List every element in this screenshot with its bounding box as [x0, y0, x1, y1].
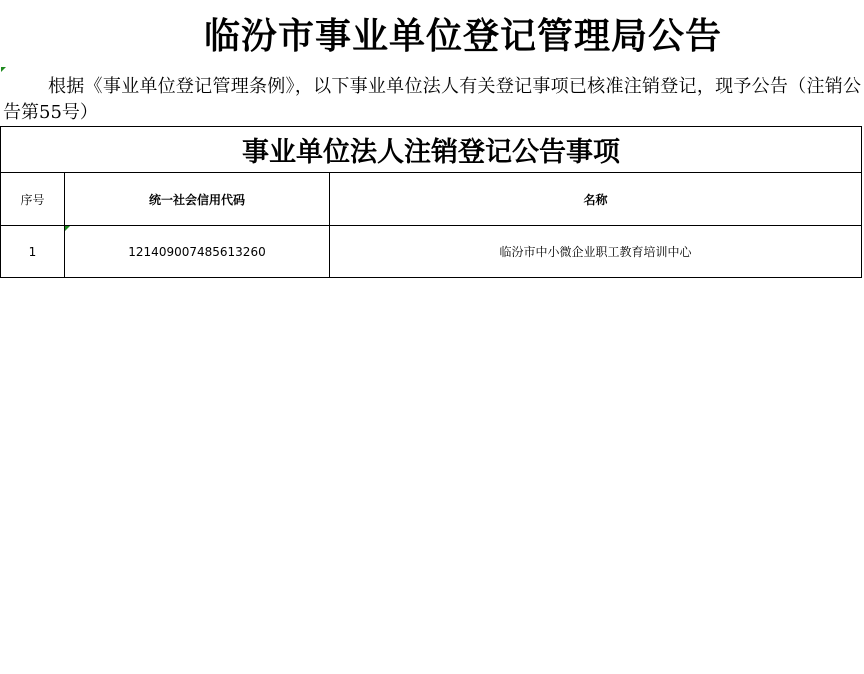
cell-comment-marker	[1, 67, 6, 72]
row-index-cell: 1	[1, 226, 65, 278]
table-row	[1, 226, 862, 278]
page-title: 临汾市事业单位登记管理局公告	[203, 15, 722, 57]
intro-paragraph: 根据《事业单位登记管理条例》，以下事业单位法人有关登记事项已核准注销登记，现予公告（注销公告第55号）	[3, 76, 861, 123]
row-credit-code: 121409007485613260	[128, 244, 266, 259]
header-credit-code: 统一社会信用代码	[65, 173, 330, 226]
notice-table	[0, 126, 862, 278]
table-title-row	[1, 127, 862, 173]
table-header-row	[1, 173, 862, 226]
row-credit-code-cell	[65, 226, 330, 278]
header-name: 名称	[330, 173, 862, 226]
row-name-cell: 临汾市中小微企业职工教育培训中心	[330, 226, 862, 278]
table-title: 事业单位法人注销登记公告事项	[1, 127, 862, 173]
header-index: 序号	[1, 173, 65, 226]
cell-comment-marker	[65, 226, 70, 231]
